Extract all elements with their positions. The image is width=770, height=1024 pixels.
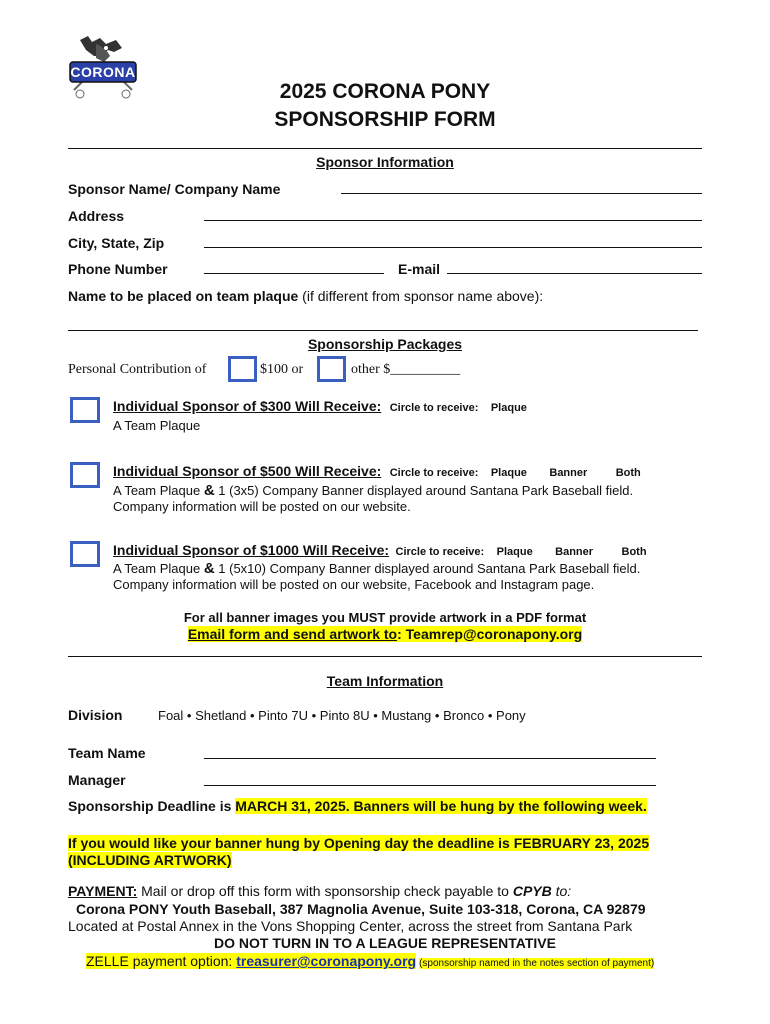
sponsor-name-field[interactable] [341, 193, 702, 194]
package-1000-desc-a: A Team Plaque [113, 561, 204, 576]
payment-instructions [68, 883, 571, 899]
division-label: Division [68, 707, 123, 723]
email-instruction [100, 626, 670, 642]
banner-artwork-note: For all banner images you MUST provide artwork in a PDF format [183, 610, 587, 625]
payment-label: PAYMENT: [68, 883, 138, 899]
phone-field[interactable] [204, 273, 384, 274]
opening-day-deadline [68, 835, 649, 869]
package-500-option-both[interactable]: Both [615, 467, 641, 479]
package-500-title: Individual Sponsor of $500 Will Receive: [113, 463, 382, 479]
email-field[interactable] [447, 273, 702, 274]
email-instruction-text [188, 626, 582, 642]
manager-field[interactable] [204, 785, 656, 786]
package-1000-option-banner[interactable]: Banner [555, 546, 594, 558]
email-label: E-mail [398, 261, 441, 277]
payment-payee: CPYB [512, 883, 552, 899]
payment-to: to: [551, 883, 572, 899]
package-500-desc-line-2: Company information will be posted on our website. [113, 499, 411, 514]
checkbox-300[interactable] [70, 397, 100, 423]
team-info-heading: Team Information [326, 673, 444, 689]
plaque-note: (if different from sponsor name above): [302, 288, 544, 304]
deadline-date: MARCH 31, 2025. Banners will be hung by the following week. [235, 798, 647, 814]
package-1000-desc-line-1 [113, 560, 640, 577]
page-title [185, 78, 585, 134]
package-300-circle-label: Circle to receive: [389, 402, 479, 414]
division-options[interactable]: Foal • Shetland • Pinto 7U • Pinto 8U • Mustang • Bronco • Pony [158, 708, 526, 723]
package-300-option-plaque[interactable]: Plaque [490, 402, 527, 414]
logo-text: CORONA [70, 64, 136, 80]
other-amount-field[interactable]: other $__________ [351, 362, 461, 377]
deadline-prefix: Sponsorship Deadline is [68, 798, 236, 814]
email-instruction-address[interactable]: Teamrep@coronapony.org [405, 626, 583, 642]
opening-deadline-line-2: (INCLUDING ARTWORK) [68, 852, 232, 868]
plaque-name-label [68, 288, 543, 304]
plaque-label: Name to be placed on team plaque [68, 288, 299, 304]
checkbox-other[interactable] [317, 356, 346, 382]
payment-address: Corona PONY Youth Baseball, 387 Magnolia Avenue, Suite 103-318, Corona, CA 92879 [76, 901, 646, 917]
title-line-1: 2025 CORONA PONY [279, 80, 491, 103]
package-500 [113, 463, 693, 481]
personal-contribution-label: Personal Contribution of [68, 362, 207, 377]
team-name-field[interactable] [204, 758, 656, 759]
address-field[interactable] [204, 220, 702, 221]
email-instruction-colon: : [397, 626, 402, 642]
divider [68, 148, 702, 149]
package-1000-desc-line-2: Company information will be posted on our website, Facebook and Instagram page. [113, 577, 595, 592]
city-label: City, State, Zip [68, 235, 165, 251]
package-500-desc-b: 1 (3x5) Company Banner displayed around Santana Park Baseball field. [214, 483, 634, 498]
package-300-title: Individual Sponsor of $300 Will Receive: [113, 398, 382, 414]
package-500-circle-label: Circle to receive: [389, 467, 479, 479]
amount-100-label: $100 or [260, 362, 304, 377]
package-500-option-banner[interactable]: Banner [549, 467, 588, 479]
zelle-email-link[interactable]: treasurer@coronapony.org [236, 953, 417, 969]
payment-text: Mail or drop off this form with sponsorship check payable to [137, 883, 513, 899]
payment-warning: DO NOT TURN IN TO A LEAGUE REPRESENTATIVE [214, 935, 556, 951]
package-1000-title: Individual Sponsor of $1000 Will Receive: [113, 542, 390, 558]
ampersand: & [203, 560, 215, 577]
package-500-option-plaque[interactable]: Plaque [490, 467, 527, 479]
sponsorship-deadline [68, 798, 647, 814]
manager-label: Manager [68, 772, 126, 788]
checkbox-500[interactable] [70, 462, 100, 488]
package-1000 [113, 542, 693, 560]
divider [68, 656, 702, 657]
checkbox-100[interactable] [228, 356, 257, 382]
payment-location: Located at Postal Annex in the Vons Shopping Center, across the street from Santana Park [68, 918, 633, 934]
package-300 [113, 398, 527, 416]
package-1000-option-plaque[interactable]: Plaque [496, 546, 533, 558]
phone-label: Phone Number [68, 261, 168, 277]
zelle-prefix: ZELLE payment option: [86, 953, 237, 969]
opening-deadline-line-1: If you would like your banner hung by Opening day the deadline is FEBRUARY 23, 2025 [68, 835, 650, 851]
zelle-option [86, 953, 654, 971]
ampersand: & [203, 482, 215, 499]
package-300-desc: A Team Plaque [113, 418, 201, 433]
logo [66, 34, 140, 102]
package-1000-option-both[interactable]: Both [621, 546, 647, 558]
address-label: Address [68, 208, 125, 224]
package-500-desc-line-1 [113, 482, 633, 499]
sponsor-name-label: Sponsor Name/ Company Name [68, 181, 281, 197]
title-line-2: SPONSORSHIP FORM [274, 108, 496, 131]
city-field[interactable] [204, 247, 702, 248]
team-name-label: Team Name [68, 745, 146, 761]
zelle-note: (sponsorship named in the notes section of payment) [419, 958, 655, 969]
packages-heading: Sponsorship Packages [307, 336, 463, 352]
checkbox-1000[interactable] [70, 541, 100, 567]
package-500-desc-a: A Team Plaque [113, 483, 204, 498]
package-1000-desc-b: 1 (5x10) Company Banner displayed around Santana Park Baseball field. [214, 561, 641, 576]
sponsor-info-heading: Sponsor Information [316, 154, 454, 170]
email-instruction-prefix: Email form and send artwork to [187, 626, 398, 642]
package-1000-circle-label: Circle to receive: [395, 546, 485, 558]
plaque-name-field[interactable] [68, 330, 698, 331]
